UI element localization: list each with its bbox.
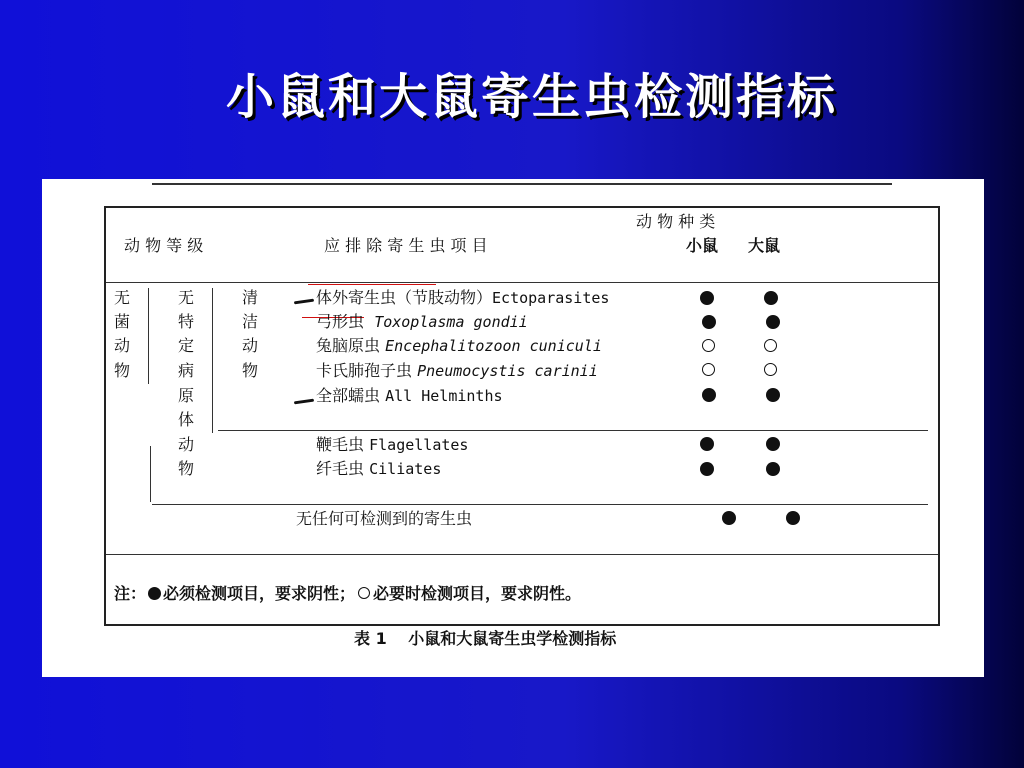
- required-dot-rat: [766, 315, 780, 329]
- parasite-latin: Toxoplasma gondii: [374, 313, 528, 331]
- parasite-table: [104, 206, 940, 626]
- grade-spf-8: 物: [178, 459, 195, 478]
- note-rule: [106, 554, 938, 555]
- grade-spf-5: 原: [178, 386, 195, 405]
- grade-divider: [148, 288, 149, 384]
- note-prefix: 注：: [114, 584, 147, 603]
- table-row: [316, 314, 528, 330]
- required-dot-rat: [764, 291, 778, 305]
- header-rat: 大鼠: [748, 236, 781, 255]
- parasite-latin: Pneumocystis carinii: [417, 362, 598, 380]
- grade-germfree-1: 无: [114, 288, 131, 307]
- grade-germfree-4: 物: [114, 361, 131, 380]
- grade-divider: [150, 446, 151, 502]
- optional-ring-mouse: [702, 363, 715, 376]
- table-note: [114, 586, 581, 602]
- grade-spf-2: 特: [178, 312, 195, 331]
- required-dot-rat: [766, 462, 780, 476]
- handwritten-dash-mark: [294, 399, 314, 405]
- required-dot-mouse: [702, 315, 716, 329]
- header-mouse: 小鼠: [686, 236, 719, 255]
- grade-clean-2: 洁: [242, 312, 259, 331]
- parasite-latin: Encephalitozoon cuniculi: [385, 337, 602, 355]
- parasite-latin: Ectoparasites: [492, 289, 610, 307]
- table-row: [316, 363, 598, 379]
- handwritten-dash-mark: [294, 299, 314, 305]
- section-rule: [152, 504, 928, 505]
- parasite-name: 体外寄生虫（节肢动物）: [316, 288, 493, 307]
- slide-title: 小鼠和大鼠寄生虫检测指标: [225, 69, 838, 125]
- required-dot-mouse: [722, 511, 736, 525]
- grade-clean-4: 物: [242, 361, 259, 380]
- parasite-name: 鞭毛虫: [316, 435, 365, 454]
- note-optional: 必要时检测项目，要求阴性。: [373, 584, 582, 603]
- required-dot-mouse: [702, 388, 716, 402]
- optional-ring-rat: [764, 339, 777, 352]
- parasite-name: 纤毛虫: [316, 459, 365, 478]
- table-row: [316, 461, 441, 477]
- header-rule: [106, 282, 938, 283]
- header-grade: 动 物 等 级: [124, 236, 204, 255]
- note-required: 必须检测项目，要求阴性；: [163, 584, 356, 603]
- grade-spf-3: 定: [178, 336, 195, 355]
- grade-clean-3: 动: [242, 336, 259, 355]
- grade-germfree-3: 动: [114, 336, 131, 355]
- parasite-name: 兔脑原虫: [316, 336, 381, 355]
- parasite-name: 卡氏肺孢子虫: [316, 361, 413, 380]
- grade-clean-1: 清: [242, 288, 259, 307]
- scanned-table-image: [42, 179, 984, 677]
- parasite-latin: All Helminths: [385, 387, 503, 405]
- parasite-name: 无任何可检测到的寄生虫: [296, 509, 473, 528]
- table-row: [316, 338, 602, 354]
- table-caption: 表 1 小鼠和大鼠寄生虫学检测指标: [354, 629, 617, 648]
- parasite-name: 全部蠕虫: [316, 386, 381, 405]
- grade-divider: [212, 288, 213, 433]
- grade-spf-1: 无: [178, 288, 195, 307]
- optional-ring-rat: [764, 363, 777, 376]
- section-rule: [218, 430, 928, 431]
- required-dot-mouse: [700, 291, 714, 305]
- parasite-name: 弓形虫: [316, 312, 365, 331]
- top-rule: [152, 183, 892, 185]
- grade-germfree-2: 菌: [114, 312, 131, 331]
- required-dot-rat: [766, 388, 780, 402]
- parasite-latin: Flagellates: [369, 436, 469, 454]
- table-row: [316, 437, 468, 453]
- required-dot-rat: [766, 437, 780, 451]
- required-dot-mouse: [700, 462, 714, 476]
- grade-spf-4: 病: [178, 361, 195, 380]
- grade-spf-6: 体: [178, 410, 195, 429]
- header-species: 动 物 种 类: [636, 212, 716, 231]
- parasite-latin: Ciliates: [369, 460, 442, 478]
- red-underline-mark: [308, 284, 436, 285]
- required-dot-rat: [786, 511, 800, 525]
- table-row: [316, 388, 503, 404]
- table-row: [296, 511, 472, 527]
- required-dot-icon: [148, 587, 161, 600]
- optional-ring-icon: [358, 587, 370, 599]
- optional-ring-mouse: [702, 339, 715, 352]
- table-row: [316, 290, 609, 306]
- header-items: 应 排 除 寄 生 虫 项 目: [324, 236, 488, 255]
- required-dot-mouse: [700, 437, 714, 451]
- grade-spf-7: 动: [178, 435, 195, 454]
